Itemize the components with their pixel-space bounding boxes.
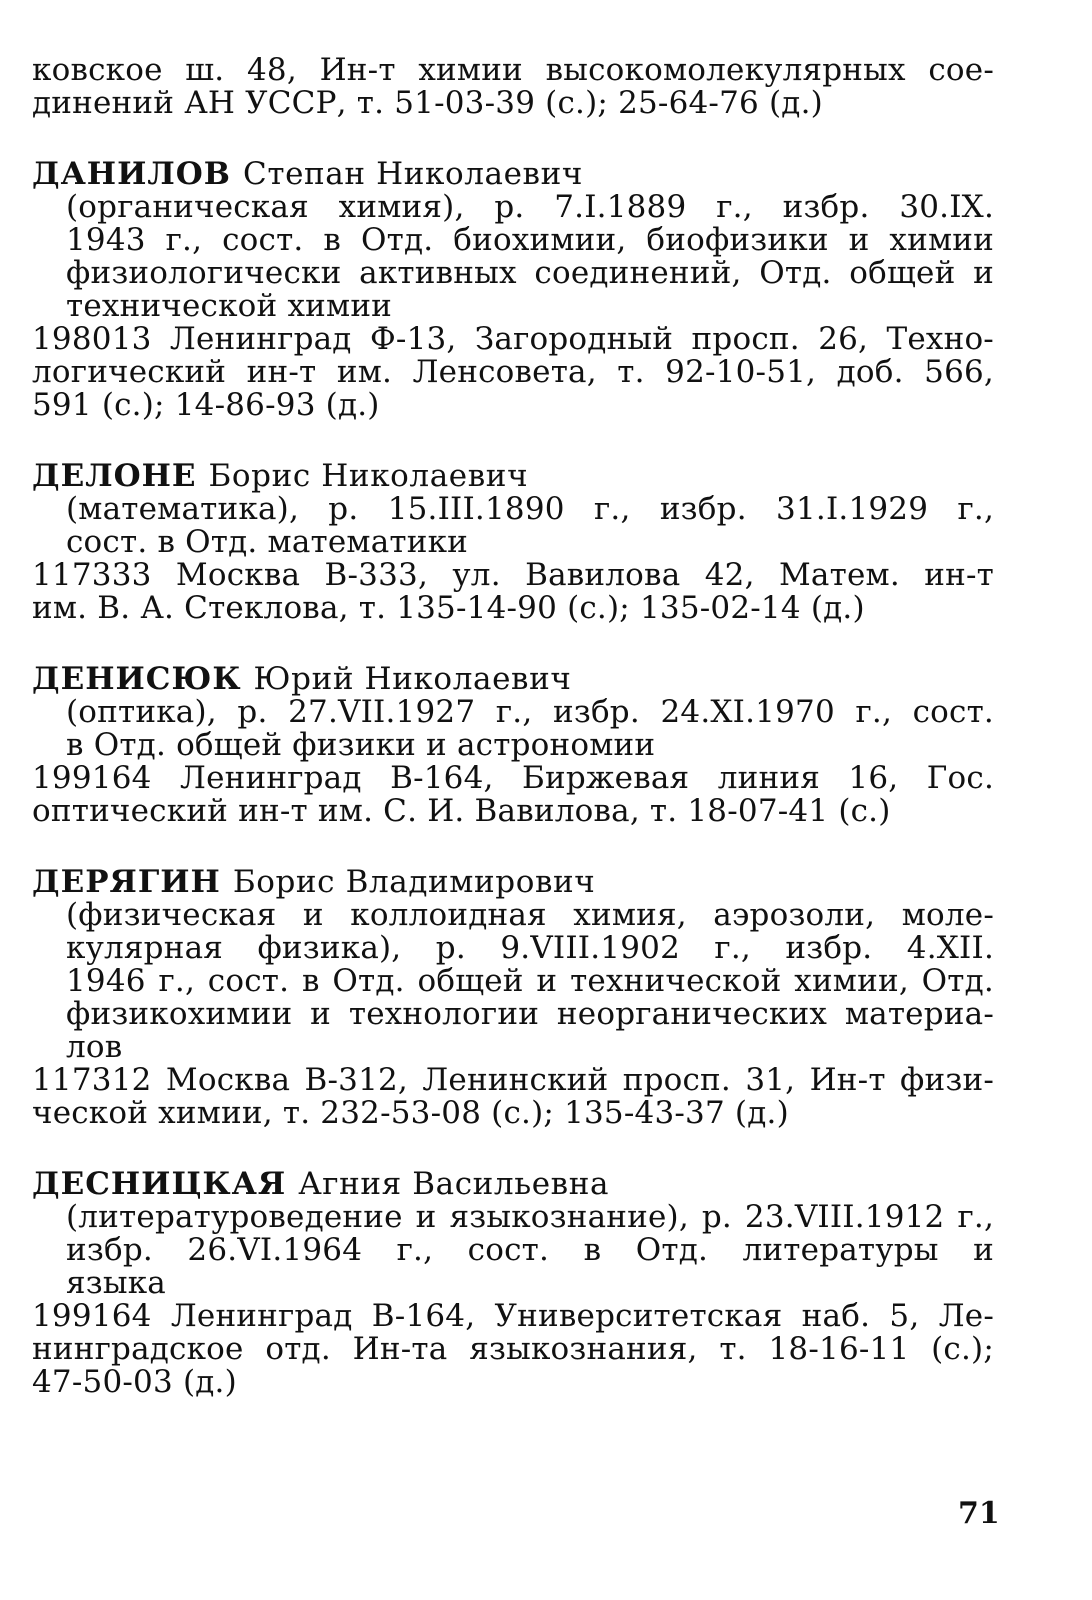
directory-entry (32, 663, 994, 828)
directory-page (32, 54, 994, 1399)
entry-given-name: Борис Владимирович (232, 864, 596, 900)
entry-bio-line: (органическая химия), р. 7.I.1889 г., избр. 30.IX. (66, 189, 994, 225)
entry-surname: ДЕЛОНЕ (32, 458, 197, 494)
entry-address-line: 199164 Ленинград В-164, Университетская наб. 5, Ле- (32, 1298, 994, 1334)
directory-entry (32, 158, 994, 422)
entry-address-line: 591 (с.); 14-86-93 (д.) (32, 387, 380, 423)
entry-bio-line: 1943 г., сост. в Отд. биохимии, биофизики и химии (66, 222, 994, 258)
entry-given-name: Агния Васильевна (298, 1166, 610, 1202)
text-line: ковское ш. 48, Ин-т химии высокомолекулярных сое- (32, 52, 994, 88)
entry-bio-line: лов (66, 1029, 123, 1065)
page-number: 71 (958, 1496, 1000, 1531)
entry-given-name: Степан Николаевич (243, 156, 583, 192)
entry-surname: ДЕСНИЦКАЯ (32, 1166, 287, 1202)
entry-bio-line: физиологически активных соединений, Отд. общей и (66, 255, 994, 291)
entry-heading (32, 460, 994, 493)
entry-bio-line: кулярная физика), р. 9.VIII.1902 г., избр. 4.XII. (66, 930, 994, 966)
entry-address-line: нинградское отд. Ин-та языкознания, т. 18-16-11 (с.); (32, 1331, 994, 1367)
entry-surname: ДЕРЯГИН (32, 864, 221, 900)
entry-bio-line: языка (66, 1265, 166, 1301)
entry-heading (32, 1168, 994, 1201)
directory-entry (32, 1168, 994, 1399)
entry-address-line: им. В. А. Стеклова, т. 135-14-90 (с.); 135-02-14 (д.) (32, 590, 865, 626)
entry-given-name: Борис Николаевич (208, 458, 529, 494)
entry-bio-line: (оптика), р. 27.VII.1927 г., избр. 24.XI.1970 г., сост. (66, 694, 994, 730)
entry-surname: ДЕНИСЮК (32, 661, 242, 697)
entry-bio-line: (физическая и коллоидная химия, аэрозоли, моле- (66, 897, 994, 933)
entry-heading (32, 663, 994, 696)
text-line: динений АН УССР, т. 51-03-39 (с.); 25-64-76 (д.) (32, 85, 823, 121)
entry-address-line: 199164 Ленинград В-164, Биржевая линия 16, Гос. (32, 760, 994, 796)
entry-address-line: логический ин-т им. Ленсовета, т. 92-10-51, доб. 566, (32, 354, 994, 390)
entry-address-line: ческой химии, т. 232-53-08 (с.); 135-43-37 (д.) (32, 1095, 789, 1131)
entry-address-line: 117312 Москва В-312, Ленинский просп. 31, Ин-т физи- (32, 1062, 994, 1098)
entry-given-name: Юрий Николаевич (253, 661, 572, 697)
directory-entry (32, 866, 994, 1130)
entry-address-line: 47-50-03 (д.) (32, 1364, 237, 1400)
entry-bio-line: технической химии (66, 288, 393, 324)
entry-address-line: 198013 Ленинград Ф-13, Загородный просп. 26, Техно- (32, 321, 994, 357)
entry-address-line: 117333 Москва В-333, ул. Вавилова 42, Матем. ин-т (32, 557, 994, 593)
entry-bio-line: 1946 г., сост. в Отд. общей и технической химии, Отд. (66, 963, 994, 999)
entry-heading (32, 866, 994, 899)
entry-bio-line: в Отд. общей физики и астрономии (66, 727, 656, 763)
continued-entry (32, 54, 994, 120)
entry-bio-line: сост. в Отд. математики (66, 524, 469, 560)
entry-heading (32, 158, 994, 191)
entry-address-line: оптический ин-т им. С. И. Вавилова, т. 18-07-41 (с.) (32, 793, 891, 829)
directory-entry (32, 460, 994, 625)
entry-bio-line: (математика), р. 15.III.1890 г., избр. 31.I.1929 г., (66, 491, 994, 527)
entry-bio-line: (литературоведение и языкознание), р. 23.VIII.1912 г., (66, 1199, 994, 1235)
entry-bio-line: физикохимии и технологии неорганических материа- (66, 996, 994, 1032)
entry-bio-line: избр. 26.VI.1964 г., сост. в Отд. литературы и (66, 1232, 994, 1268)
entry-surname: ДАНИЛОВ (32, 156, 232, 192)
